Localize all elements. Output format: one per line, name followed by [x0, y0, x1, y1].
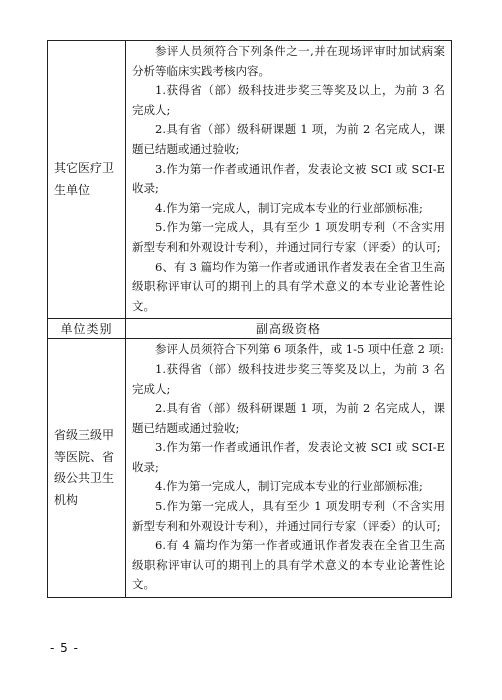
qualification-table: [47, 40, 452, 598]
criteria-item: 6、有 3 篇均作为第一作者或通讯作者发表在全省卫生高级职称评审认可的期刊上的具有学术意义的本专业论著性论文。: [132, 259, 445, 313]
criteria-intro: 参评人员须符合下列条件之一,并在现场评审时加试病案分析等临床实践考核内容。: [132, 44, 445, 78]
criteria-item: 3.作为第一作者或通讯作者，发表论文被 SCI 或 SCI-E 收录;: [132, 161, 445, 196]
criteria-item: 1.获得省（部）级科技进步奖三等奖及以上，为前 3 名完成人;: [132, 83, 445, 117]
table-row: [48, 41, 452, 319]
criteria-item: 3.作为第一作者或通讯作者，发表论文被 SCI 或 SCI-E 收录;: [132, 440, 445, 474]
criteria-item: 5.作为第一完成人，具有至少 1 项发明专利（不含实用新型专利和外观设计专利），并通过同行专家（评委）的认可;: [132, 220, 445, 254]
criteria-item: 1.获得省（部）级科技进步奖三等奖及以上，为前 3 名完成人;: [132, 361, 445, 396]
unit-category-cell: 其它医疗卫生单位: [48, 41, 126, 319]
criteria-item: 4.作为第一完成人，制订完成本专业的行业部颁标准;: [155, 200, 423, 215]
header-unit-category: 单位类别: [48, 319, 126, 339]
table-row: [48, 339, 452, 598]
criteria-intro: 参评人员须符合下列第 6 项条件，或 1-5 项中任意 2 项:: [155, 342, 444, 357]
criteria-cell: [126, 339, 452, 598]
criteria-item: 2.具有省（部）级科研课题 1 项，为前 2 名完成人，课题已结题或通过验收;: [132, 122, 445, 156]
table-header-row: [48, 319, 452, 339]
unit-category-cell: 省级三级甲等医院、省级公共卫生机构: [48, 339, 126, 598]
criteria-item: 2.具有省（部）级科研课题 1 项，为前 2 名完成人，课题已结题或通过验收;: [132, 401, 445, 435]
criteria-item: 4.作为第一完成人，制订完成本专业的行业部颁标准;: [155, 479, 423, 494]
criteria-item: 6.有 4 篇均作为第一作者或通讯作者发表在全省卫生高级职称评审认可的期刊上的具有学术意义的本专业论著性论文。: [132, 538, 445, 592]
header-qualification: 副高级资格: [126, 319, 452, 339]
criteria-item: 5.作为第一完成人，具有至少 1 项发明专利（不含实用新型专利和外观设计专利），并通过同行专家（评委）的认可;: [132, 499, 445, 533]
criteria-cell: [126, 41, 452, 319]
page-number: - 5 -: [50, 641, 79, 655]
